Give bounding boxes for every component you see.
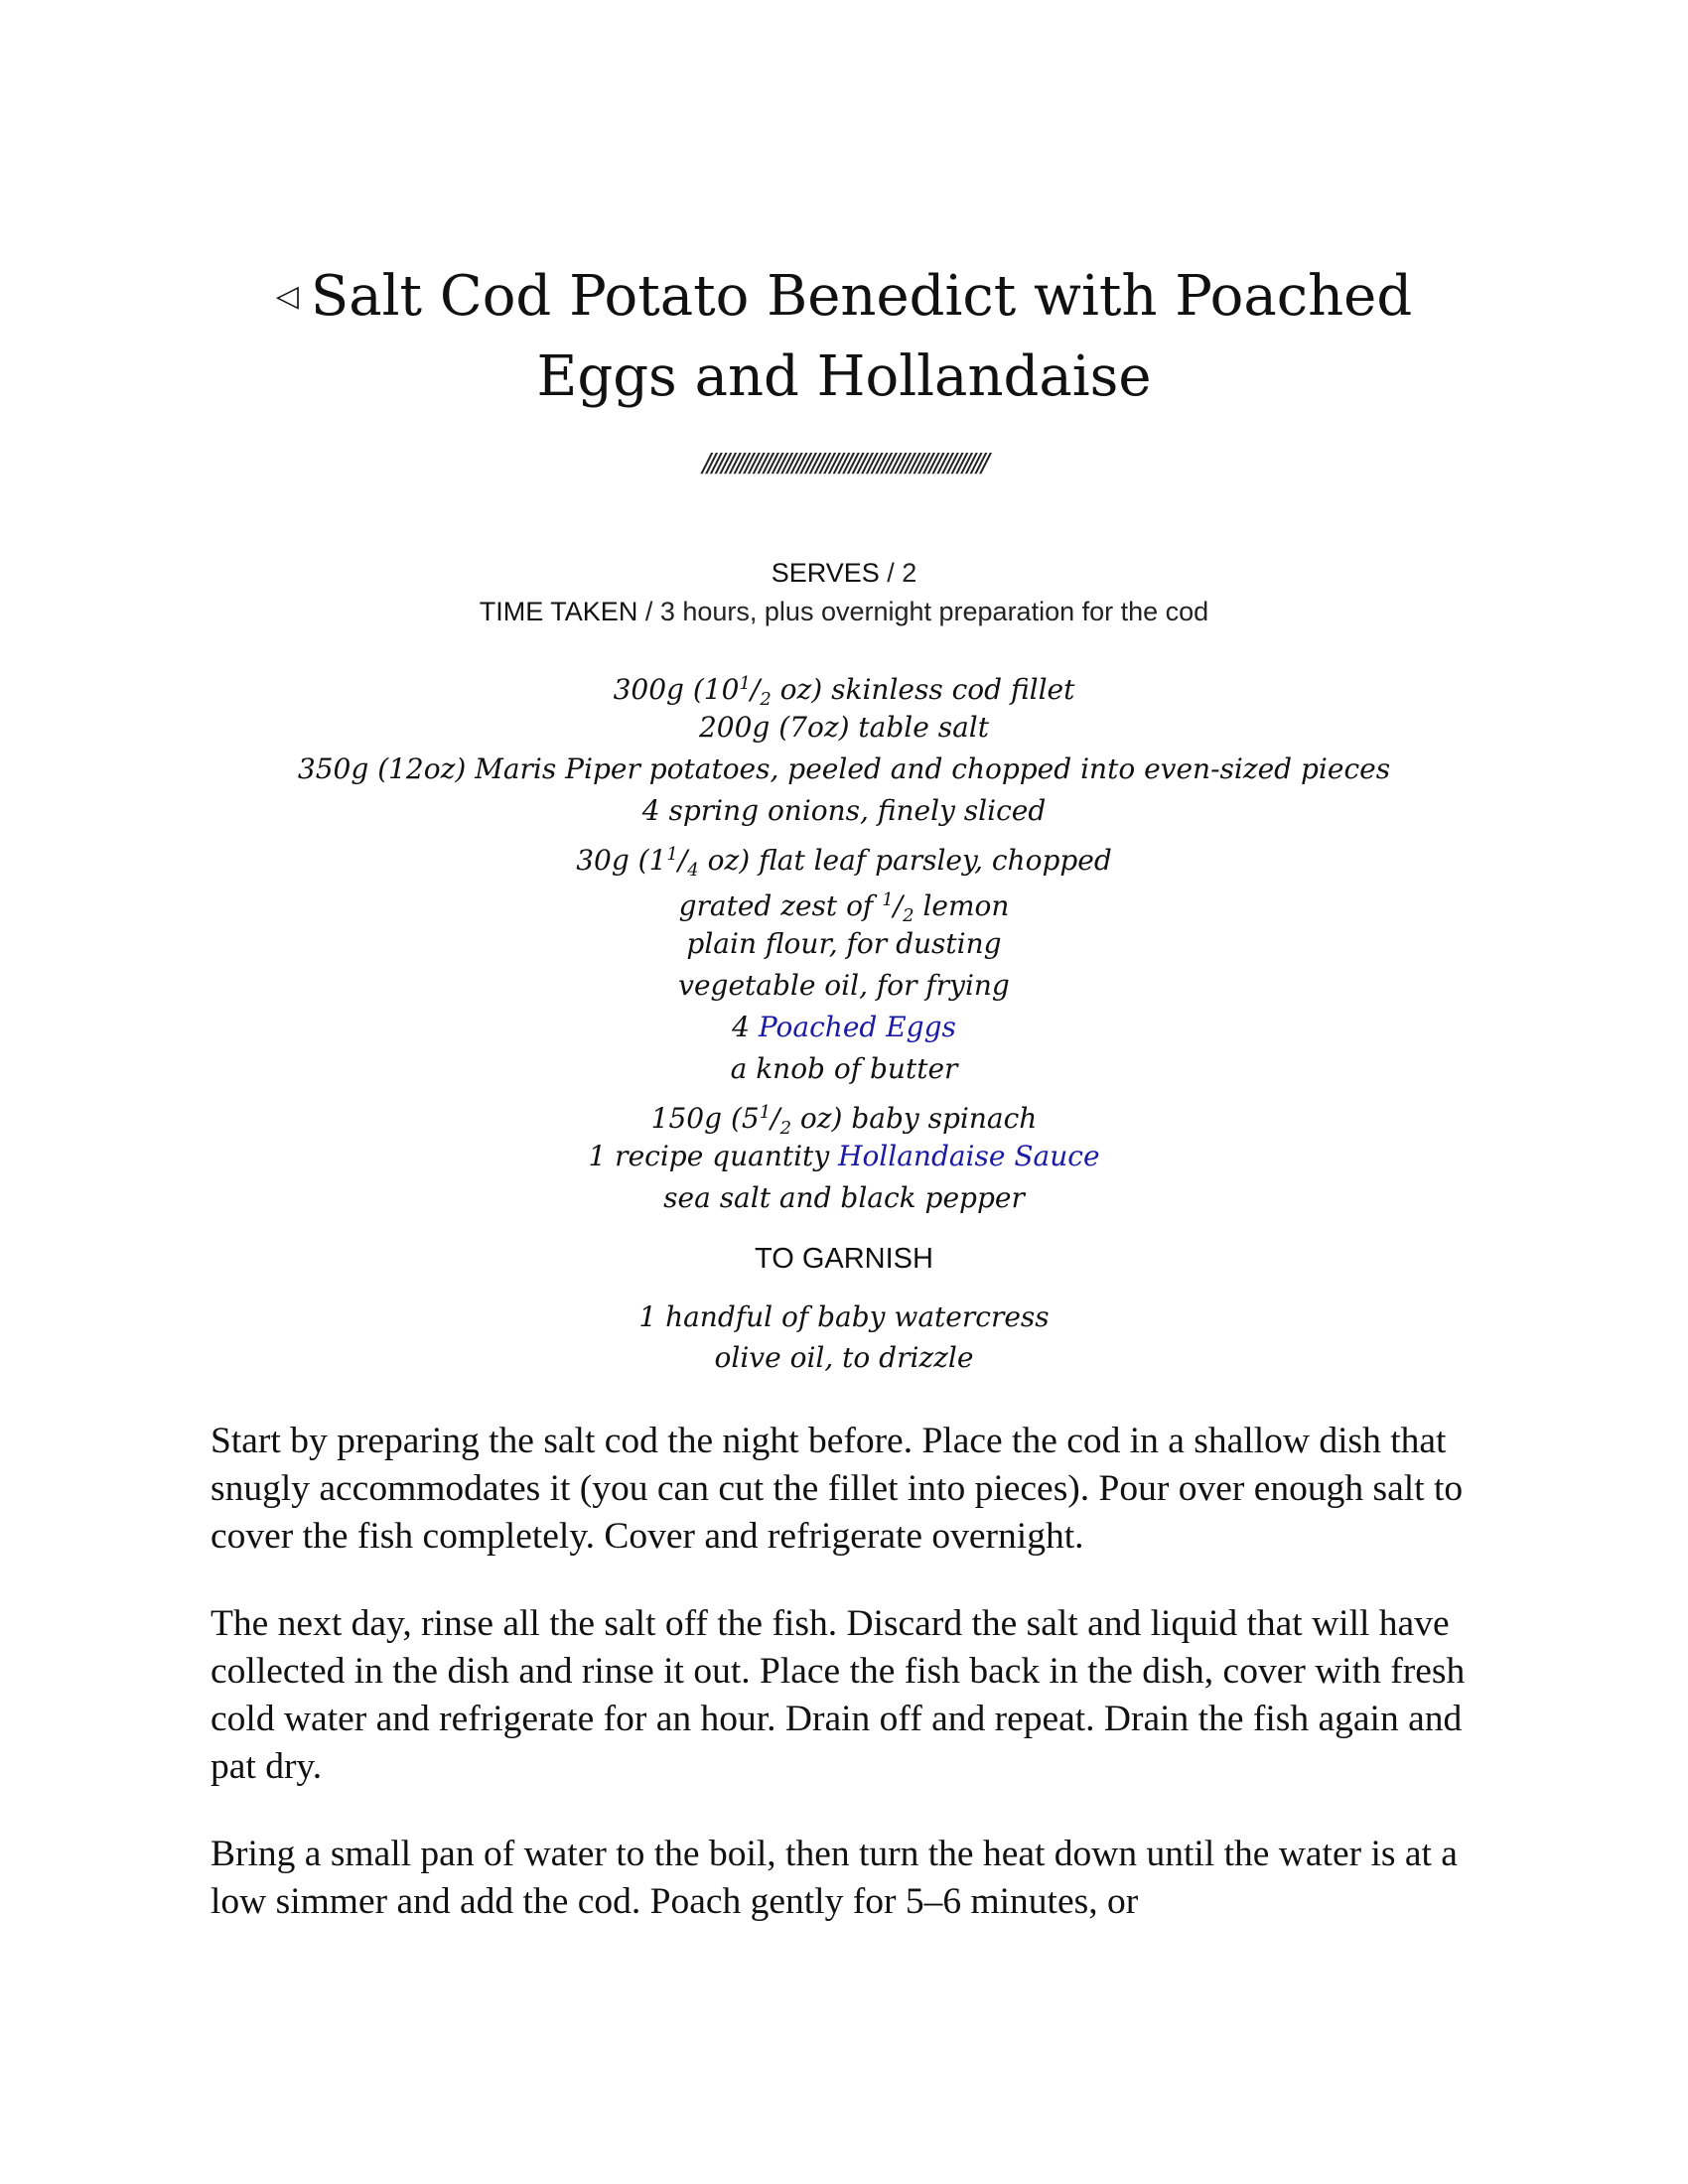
garnish-list <box>199 1297 1489 1378</box>
method-paragraph: The next day, rinse all the salt off the fish. Discard the salt and liquid that will have collected in the dish and rinse it out. Place the fish back in the dish, cover with fresh cold water and refrigerate for an hour. Drain off and repeat. Drain the fish again and pat dry. <box>211 1603 1466 1787</box>
ingredient-text: grated zest of <box>678 889 883 922</box>
fraction-denominator: 2 <box>760 689 772 710</box>
time-line <box>199 593 1489 631</box>
ingredient-text: oz) baby spinach <box>791 1102 1038 1135</box>
recipe-title-text: Salt Cod Potato Benedict with Poached Eggs and Hollandaise <box>310 264 1413 409</box>
garnish-item: 1 handful of baby watercress <box>638 1300 1050 1333</box>
ingredient-item: plain flour, for dusting <box>686 927 1002 960</box>
fraction-numerator: 1 <box>666 844 678 865</box>
ingredient-item <box>199 878 1489 926</box>
back-arrow-icon[interactable]: ◁ <box>275 279 299 314</box>
recipe-title <box>199 256 1489 417</box>
fraction-numerator: 1 <box>739 673 751 694</box>
ingredient-text: oz) skinless cod fillet <box>771 673 1075 706</box>
fraction-slash: / <box>893 889 904 922</box>
ingredient-text: 150g (5 <box>650 1102 760 1135</box>
ingredient-list <box>199 661 1489 1219</box>
fraction-numerator: 1 <box>759 1102 772 1123</box>
fraction-slash: / <box>677 844 688 877</box>
fraction-slash: / <box>750 673 761 706</box>
method-paragraph: Start by preparing the salt cod the night before. Place the cod in a shallow dish that snugly accommodates it (you can cut the fillet into pieces). Pour over enough salt to cover the fish completely. Cover and refrigerate overnight. <box>211 1421 1464 1557</box>
ingredient-item <box>199 1007 1489 1048</box>
ingredient-item <box>199 1090 1489 1139</box>
ingredient-item: 350g (12oz) Maris Piper potatoes, peeled and chopped into even-sized pieces <box>297 752 1391 785</box>
recipe-meta <box>199 554 1489 631</box>
serves-value: / 2 <box>887 558 917 588</box>
hollandaise-sauce-link[interactable]: Hollandaise Sauce <box>838 1140 1100 1172</box>
ingredient-item: 200g (7oz) table salt <box>698 711 989 744</box>
ingredient-text: oz) flat leaf parsley, chopped <box>698 844 1112 877</box>
time-label: TIME TAKEN <box>479 597 638 626</box>
fraction-denominator: 2 <box>779 1118 792 1139</box>
serves-label: SERVES <box>771 558 880 588</box>
ingredient-text: 30g (1 <box>576 844 667 877</box>
ingredient-text: 1 recipe quantity <box>588 1140 839 1172</box>
fraction-numerator: 1 <box>882 889 894 910</box>
ingredient-item <box>199 661 1489 710</box>
method-paragraph: Bring a small pan of water to the boil, then turn the heat down until the water is at a low simmer and add the cod. Poach gently for 5–6 minutes, or <box>211 1834 1458 1922</box>
ingredient-item <box>199 1136 1489 1177</box>
poached-eggs-link[interactable]: Poached Eggs <box>758 1011 956 1043</box>
ingredient-text: lemon <box>914 889 1010 922</box>
fraction-denominator: 4 <box>687 860 699 881</box>
ingredient-item <box>199 832 1489 881</box>
garnish-heading: TO GARNISH <box>755 1243 933 1275</box>
time-value: / 3 hours, plus overnight preparation for the cod <box>644 597 1209 626</box>
ingredient-text: 300g (10 <box>613 673 740 706</box>
ingredient-item: 4 spring onions, finely sliced <box>641 794 1047 827</box>
decorative-divider: //////////////////////////////////////////////////////////// <box>702 449 986 478</box>
serves-line <box>199 554 1489 593</box>
ingredient-item: a knob of butter <box>730 1052 958 1085</box>
method-text <box>211 1418 1491 1966</box>
ingredient-item: sea salt and black pepper <box>663 1181 1025 1214</box>
ingredient-item: vegetable oil, for frying <box>678 969 1010 1002</box>
fraction-denominator: 2 <box>903 905 914 926</box>
fraction-slash: / <box>771 1102 780 1135</box>
garnish-item: olive oil, to drizzle <box>714 1341 974 1374</box>
ingredient-text: 4 <box>732 1011 759 1043</box>
